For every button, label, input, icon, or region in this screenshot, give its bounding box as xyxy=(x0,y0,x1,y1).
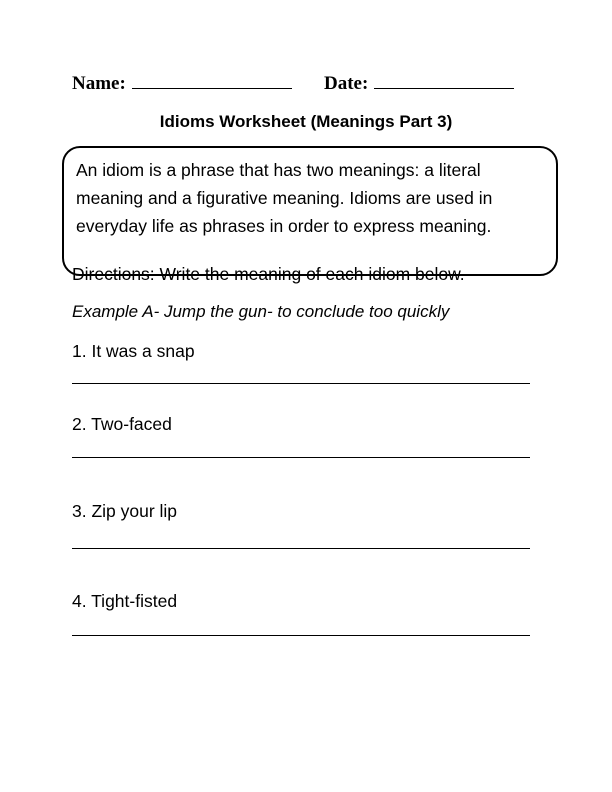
header-row xyxy=(72,72,532,96)
example-text: Example A- Jump the gun- to conclude too quickly xyxy=(72,302,450,321)
question-4 xyxy=(72,589,530,613)
question-4-text: 4. Tight-fisted xyxy=(72,591,178,611)
question-1-text: 1. It was a snap xyxy=(72,341,195,361)
intro-line-1: An idiom is a phrase that has two meanings: a literal xyxy=(76,160,481,180)
answer-line-4[interactable] xyxy=(72,635,530,636)
intro-line-3: everyday life as phrases in order to express meaning. xyxy=(76,216,492,236)
answer-line-3[interactable] xyxy=(72,548,530,549)
worksheet-title: Idioms Worksheet (Meanings Part 3) xyxy=(159,112,453,131)
directions-text: Directions: Write the meaning of each idiom below. xyxy=(72,264,465,284)
answer-line-2[interactable] xyxy=(72,457,530,458)
name-label: Name: xyxy=(72,73,126,94)
question-2 xyxy=(72,412,530,436)
intro-line-2: meaning and a figurative meaning. Idioms are used in xyxy=(76,188,493,208)
question-3 xyxy=(72,499,530,523)
date-label: Date: xyxy=(324,73,369,94)
question-2-text: 2. Two-faced xyxy=(72,414,172,434)
answer-line-1[interactable] xyxy=(72,383,530,384)
intro-box xyxy=(62,146,558,276)
date-group xyxy=(324,72,514,96)
date-field[interactable] xyxy=(374,72,514,89)
name-field[interactable] xyxy=(132,72,292,89)
question-3-text: 3. Zip your lip xyxy=(72,501,178,521)
question-1 xyxy=(72,339,530,363)
